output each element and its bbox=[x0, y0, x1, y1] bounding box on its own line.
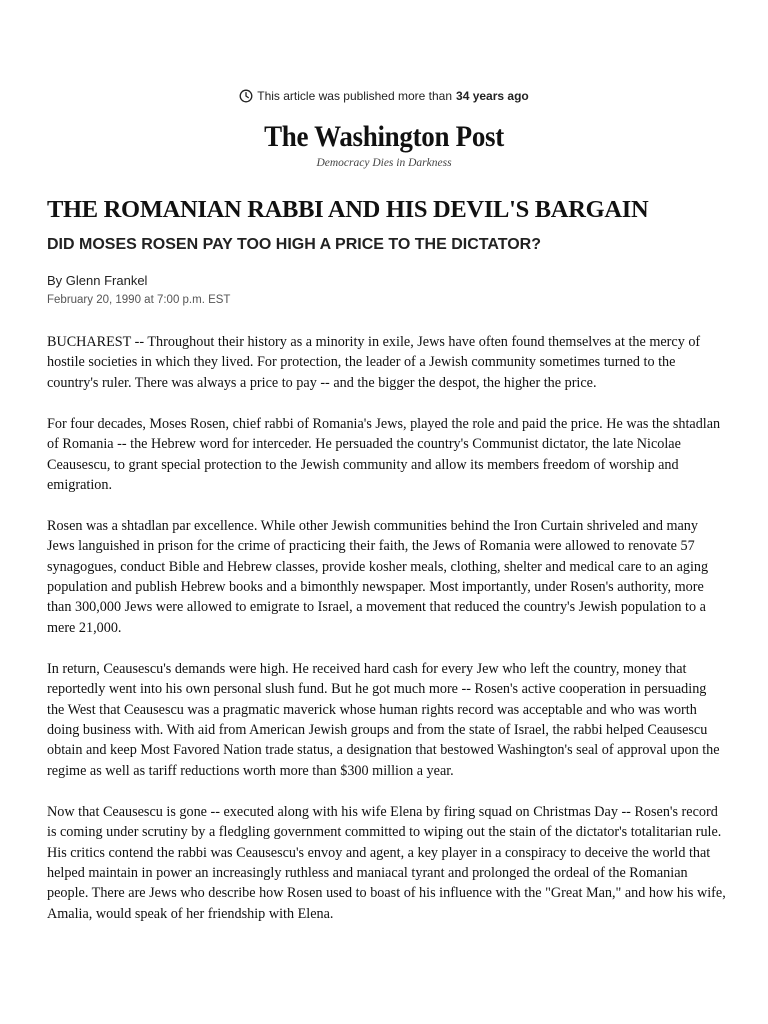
article-headline: THE ROMANIAN RABBI AND HIS DEVIL'S BARGAIN bbox=[47, 196, 649, 223]
article-paragraph: Rosen was a shtadlan par excellence. While other Jewish communities behind the Iron Curtain shriveled and many Jews languished in prison for the crime of practicing their faith, the Jews of Romania were allowed to renovate 57 synagogues, conduct Bible and Hebrew classes, provide kosher meals, clothing, shelter and medical care to an aging population and publish Hebrew books and a bimonthly newspaper. Most importantly, under Rosen's authority, more than 300,000 Jews were allowed to emigrate to Israel, a movement that reduced the country's Jewish population to a mere 21,000. bbox=[47, 517, 709, 636]
byline-prefix: By bbox=[47, 273, 63, 288]
clock-icon bbox=[239, 89, 253, 103]
archive-notice-age: 34 years ago bbox=[456, 89, 529, 103]
author-link[interactable]: Glenn Frankel bbox=[65, 273, 148, 288]
article-paragraph: BUCHAREST -- Throughout their history as a minority in exile, Jews have often found themselves at the mercy of hostile societies in which they lived. For protection, the leader of a Jewish community sometimes turned to the country's ruler. There was always a price to pay -- and the bigger the despot, the higher the price. bbox=[47, 334, 701, 391]
article-paragraph: In return, Ceausescu's demands were high. He received hard cash for every Jew who left the country, money that reportedly went into his own personal slush fund. But he got much more -- Rosen's active cooperation in persuading the West that Ceausescu was a pragmatic maverick whose human rights record was acceptable and who was worth doing business with. With aid from American Jewish groups and from the state of Israel, the rabbi helped Ceausescu obtain and keep Most Favored Nation trade status, a designation that bestowed Washington's seal of approval upon the regime as well as tariff reductions worth more than $300 million a year. bbox=[47, 660, 720, 779]
archive-notice-text: This article was published more than bbox=[257, 89, 453, 103]
byline bbox=[47, 273, 147, 288]
article-paragraph: For four decades, Moses Rosen, chief rabbi of Romania's Jews, played the role and paid the price. He was the shtadlan of Romania -- the Hebrew word for interceder. He persuaded the country's Communist dictator, the late Nicolae Ceausescu, to grant special protection to the Jewish community and allow its members freedom of worship and emigration. bbox=[47, 415, 721, 493]
article-body bbox=[47, 332, 727, 945]
masthead-tagline: Democracy Dies in Darkness bbox=[316, 157, 452, 169]
archive-notice bbox=[0, 89, 768, 103]
article-paragraph: Now that Ceausescu is gone -- executed along with his wife Elena by firing squad on Christmas Day -- Rosen's record is coming under scrutiny by a fledgling government committed to wiping out the stain of the dictator's totalitarian rule. His critics contend the rabbi was Ceausescu's envoy and agent, a key player in a conspiracy to deceive the world that helped maintain in power an increasingly ruthless and maniacal tyrant and prolonged the ordeal of the Romanian people. There are Jews who describe how Rosen used to boast of his influence with the "Great Man," and how his wife, Amalia, would speak of her friendship with Elena. bbox=[47, 803, 726, 922]
washington-post-logo[interactable]: The Washington Post bbox=[264, 119, 504, 153]
masthead bbox=[0, 121, 768, 169]
article-subheadline: DID MOSES ROSEN PAY TOO HIGH A PRICE TO THE DICTATOR? bbox=[47, 236, 541, 253]
publish-date: February 20, 1990 at 7:00 p.m. EST bbox=[47, 294, 231, 306]
